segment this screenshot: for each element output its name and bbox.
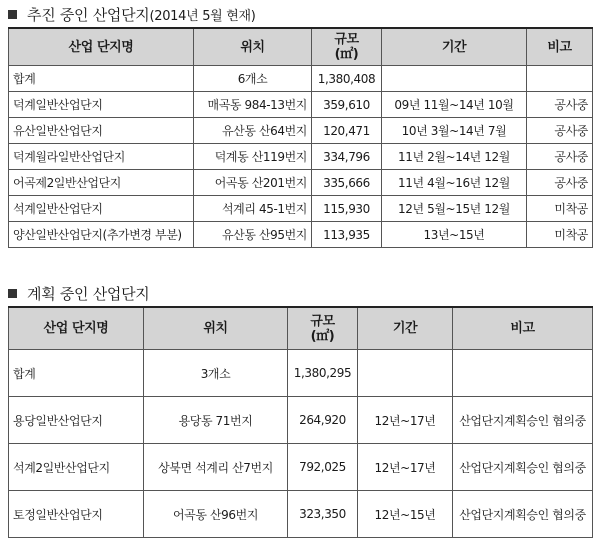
cell-scale: 264,920 (288, 397, 358, 444)
cell-location: 3개소 (144, 350, 288, 397)
cell-name: 유산일반산업단지 (9, 118, 194, 144)
cell-period: 12년 5월~15년 12월 (382, 196, 527, 222)
cell-period: 12년~17년 (358, 444, 453, 491)
table-row (9, 196, 593, 222)
header-location: 위치 (194, 28, 312, 66)
section1-heading (8, 4, 256, 25)
cell-name: 합계 (9, 350, 144, 397)
cell-remark: 산업단지계획승인 협의중 (453, 397, 593, 444)
cell-location: 석계리 45-1번지 (194, 196, 312, 222)
cell-remark: 미착공 (527, 196, 593, 222)
cell-scale: 1,380,408 (312, 66, 382, 92)
header-scale-label: 규모 (310, 313, 335, 329)
section1-table (8, 27, 593, 248)
cell-scale: 115,930 (312, 196, 382, 222)
header-scale-label: 규모 (334, 32, 359, 47)
table-header-row (9, 307, 593, 350)
cell-location: 용당동 71번지 (144, 397, 288, 444)
table-row (9, 397, 593, 444)
cell-name: 덕계일반산업단지 (9, 92, 194, 118)
table-row (9, 350, 593, 397)
section2-heading (8, 283, 149, 304)
cell-remark (527, 66, 593, 92)
cell-scale: 323,350 (288, 491, 358, 538)
cell-location: 매곡동 984-13번지 (194, 92, 312, 118)
header-scale-unit: (㎡) (310, 328, 335, 344)
cell-remark: 공사중 (527, 118, 593, 144)
header-period: 기간 (382, 28, 527, 66)
cell-location: 어곡동 산96번지 (144, 491, 288, 538)
cell-period: 09년 11월~14년 10월 (382, 92, 527, 118)
table-row (9, 170, 593, 196)
cell-location: 유산동 산64번지 (194, 118, 312, 144)
cell-location: 유산동 산95번지 (194, 222, 312, 248)
cell-remark: 공사중 (527, 92, 593, 118)
table-row (9, 444, 593, 491)
table-row (9, 92, 593, 118)
cell-location: 덕계동 산119번지 (194, 144, 312, 170)
cell-name: 합계 (9, 66, 194, 92)
header-remark: 비고 (453, 307, 593, 350)
cell-remark: 산업단지계획승인 협의중 (453, 444, 593, 491)
cell-period: 13년~15년 (382, 222, 527, 248)
table-row (9, 144, 593, 170)
header-scale (288, 307, 358, 350)
cell-period (382, 66, 527, 92)
cell-period: 11년 4월~16년 12월 (382, 170, 527, 196)
cell-period: 12년~15년 (358, 491, 453, 538)
cell-scale: 792,025 (288, 444, 358, 491)
cell-name: 석계일반산업단지 (9, 196, 194, 222)
cell-remark: 산업단지계획승인 협의중 (453, 491, 593, 538)
cell-remark: 미착공 (527, 222, 593, 248)
section2-title: 계획 중인 산업단지 (27, 285, 150, 303)
header-remark: 비고 (527, 28, 593, 66)
table-row (9, 118, 593, 144)
header-name: 산업 단지명 (9, 307, 144, 350)
cell-period: 10년 3월~14년 7월 (382, 118, 527, 144)
cell-scale: 359,610 (312, 92, 382, 118)
table-header-row (9, 28, 593, 66)
square-bullet-icon (8, 289, 17, 298)
cell-name: 덕계월라일반산업단지 (9, 144, 194, 170)
cell-name: 석계2일반산업단지 (9, 444, 144, 491)
header-name: 산업 단지명 (9, 28, 194, 66)
cell-name: 토정일반산업단지 (9, 491, 144, 538)
cell-remark: 공사중 (527, 144, 593, 170)
section2-table (8, 306, 593, 538)
cell-period (358, 350, 453, 397)
cell-location: 상북면 석계리 산7번지 (144, 444, 288, 491)
square-bullet-icon (8, 10, 17, 19)
table-row (9, 491, 593, 538)
cell-remark: 공사중 (527, 170, 593, 196)
header-location: 위치 (144, 307, 288, 350)
header-scale (312, 28, 382, 66)
header-period: 기간 (358, 307, 453, 350)
cell-remark (453, 350, 593, 397)
cell-name: 양산일반산업단지(추가변경 부분) (9, 222, 194, 248)
cell-name: 어곡제2일반산업단지 (9, 170, 194, 196)
cell-scale: 113,935 (312, 222, 382, 248)
cell-scale: 335,666 (312, 170, 382, 196)
cell-name: 용당일반산업단지 (9, 397, 144, 444)
table-row (9, 66, 593, 92)
cell-scale: 120,471 (312, 118, 382, 144)
cell-period: 12년~17년 (358, 397, 453, 444)
cell-scale: 334,796 (312, 144, 382, 170)
cell-location: 6개소 (194, 66, 312, 92)
cell-scale: 1,380,295 (288, 350, 358, 397)
table-row (9, 222, 593, 248)
section1-note: (2014년 5월 현재) (149, 9, 256, 24)
cell-location: 어곡동 산201번지 (194, 170, 312, 196)
cell-period: 11년 2월~14년 12월 (382, 144, 527, 170)
header-scale-unit: (㎡) (334, 47, 359, 62)
section1-title: 추진 중인 산업단지 (27, 6, 150, 24)
